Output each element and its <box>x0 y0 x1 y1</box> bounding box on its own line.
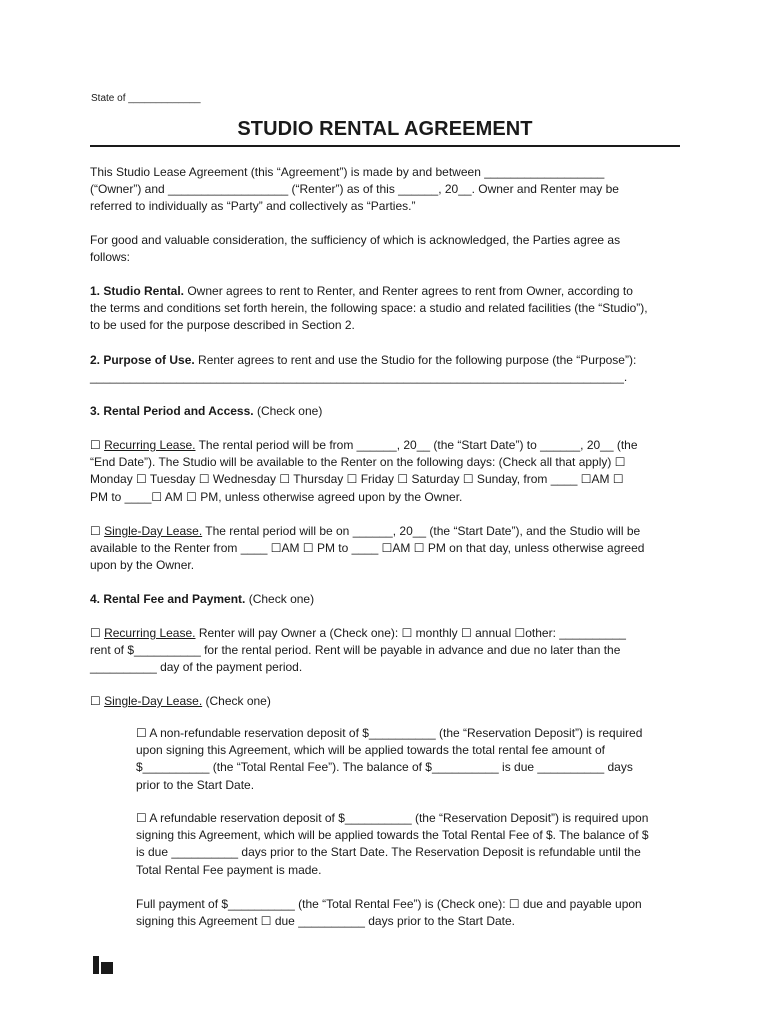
checkbox-recurring-lease-period[interactable]: ☐ <box>90 438 105 452</box>
section-2-heading: 2. Purpose of Use. <box>90 353 195 367</box>
single-day-lease-line: available to the Renter from ____ ☐AM ☐ PM to ____ ☐AM ☐ PM on that day, unless otherwise agreed <box>90 541 645 556</box>
recurring-fee-line: __________ day of the payment period. <box>90 660 303 675</box>
section-3-recurring-lease <box>90 437 638 506</box>
recurring-lease-line: “End Date”). The Studio will be available to the Renter on the following days: (Check all that apply) ☐ <box>90 455 626 470</box>
section-4-note: (Check one) <box>245 592 315 606</box>
section-4-single-day-lease <box>90 693 271 710</box>
section-1-heading: 1. Studio Rental. <box>90 284 185 298</box>
non-refundable-deposit-line: prior to the Start Date. <box>136 777 255 792</box>
single-day-fee-label: Single-Day Lease. <box>104 694 203 708</box>
legal-templates-logo-icon <box>93 956 113 974</box>
recurring-lease-days-line[interactable]: Monday ☐ Tuesday ☐ Wednesday ☐ Thursday ☐ Friday ☐ Saturday ☐ Sunday, from ____ ☐AM ☐ <box>90 472 624 487</box>
intro-paragraph <box>90 164 619 216</box>
non-refundable-deposit-option[interactable] <box>136 725 642 794</box>
consideration-line: For good and valuable consideration, the sufficiency of which is acknowledged, the Parties agree as <box>90 233 621 247</box>
section-4-recurring-lease <box>90 625 626 677</box>
single-day-lease-line: upon by the Owner. <box>90 558 195 573</box>
consideration-line: follows: <box>90 250 131 265</box>
recurring-lease-line: PM to ____☐ AM ☐ PM, unless otherwise agreed upon by the Owner. <box>90 489 463 504</box>
intro-line: This Studio Lease Agreement (this “Agreement”) is made by and between __________________ <box>90 165 605 179</box>
intro-line: referred to individually as “Party” and collectively as “Parties.” <box>90 199 416 214</box>
full-payment-line[interactable]: signing this Agreement ☐ due __________ days prior to the Start Date. <box>136 914 515 929</box>
full-payment-line[interactable]: Full payment of $__________ (the “Total Rental Fee”) is (Check one): ☐ due and payable upon <box>136 897 642 911</box>
section-2-text: Renter agrees to rent and use the Studio for the following purpose (the “Purpose”): <box>194 353 637 367</box>
recurring-fee-label: Recurring Lease. <box>104 626 196 640</box>
checkbox-single-day-lease-period[interactable]: ☐ <box>90 524 105 538</box>
consideration-paragraph <box>90 232 620 266</box>
refundable-deposit-option[interactable] <box>136 810 649 879</box>
section-3-heading: 3. Rental Period and Access. <box>90 404 254 418</box>
section-1-line: to be used for the purpose described in Section 2. <box>90 318 355 333</box>
recurring-lease-text: The rental period will be from ______, 20__ (the “Start Date”) to ______, 20__ (the <box>195 438 638 452</box>
refundable-deposit-line: is due __________ days prior to the Start Date. The Reservation Deposit is refundable until the <box>136 845 641 860</box>
refundable-deposit-line: signing this Agreement, which will be applied towards the Total Rental Fee of $. The balance of $ <box>136 828 649 843</box>
non-refundable-deposit-line: $__________ (the “Total Rental Fee”). The balance of $__________ is due __________ days <box>136 760 633 775</box>
section-1-studio-rental <box>90 283 648 335</box>
section-4-heading-line <box>90 591 314 608</box>
refundable-deposit-line: ☐ A refundable reservation deposit of $__________ (the “Reservation Deposit”) is required upon <box>136 811 649 825</box>
recurring-fee-text: Renter will pay Owner a (Check one): ☐ monthly ☐ annual ☐other: __________ <box>195 626 626 640</box>
single-day-fee-note: (Check one) <box>202 694 271 708</box>
refundable-deposit-line: Total Rental Fee payment is made. <box>136 862 322 877</box>
checkbox-single-day-lease-fee[interactable]: ☐ <box>90 694 105 708</box>
non-refundable-deposit-line: ☐ A non-refundable reservation deposit of $__________ (the “Reservation Deposit”) is required <box>136 726 643 740</box>
title-rule <box>90 145 680 147</box>
recurring-fee-line: rent of $__________ for the rental period. Rent will be payable in advance and due no later than the <box>90 643 621 658</box>
checkbox-recurring-lease-fee[interactable]: ☐ <box>90 626 105 640</box>
section-4-heading: 4. Rental Fee and Payment. <box>90 592 246 606</box>
intro-line: (“Owner”) and __________________ (“Renter”) as of this ______, 20__. Owner and Renter may be <box>90 182 619 197</box>
section-3-single-day-lease <box>90 523 644 575</box>
section-1-text: Owner agrees to rent to Renter, and Renter agrees to rent from Owner, according to <box>184 284 633 298</box>
section-3-note: (Check one) <box>253 404 323 418</box>
section-3-heading-line <box>90 403 322 420</box>
section-1-line: the terms and conditions set forth herein, the following space: a studio and related facilities (the “Studio”), <box>90 301 648 316</box>
purpose-blank-field[interactable]: ________________________________________________________________________________. <box>90 370 628 385</box>
single-day-lease-label: Single-Day Lease. <box>104 524 203 538</box>
non-refundable-deposit-line: upon signing this Agreement, which will be applied towards the total rental fee amount of <box>136 743 605 758</box>
single-day-lease-text: The rental period will be on ______, 20__ (the “Start Date”), and the Studio will be <box>202 524 641 538</box>
state-line[interactable]: State of _____________ <box>91 93 201 104</box>
document-title: STUDIO RENTAL AGREEMENT <box>237 118 533 140</box>
recurring-lease-label: Recurring Lease. <box>104 438 196 452</box>
full-payment-paragraph <box>136 896 642 930</box>
section-2-purpose <box>90 352 636 386</box>
